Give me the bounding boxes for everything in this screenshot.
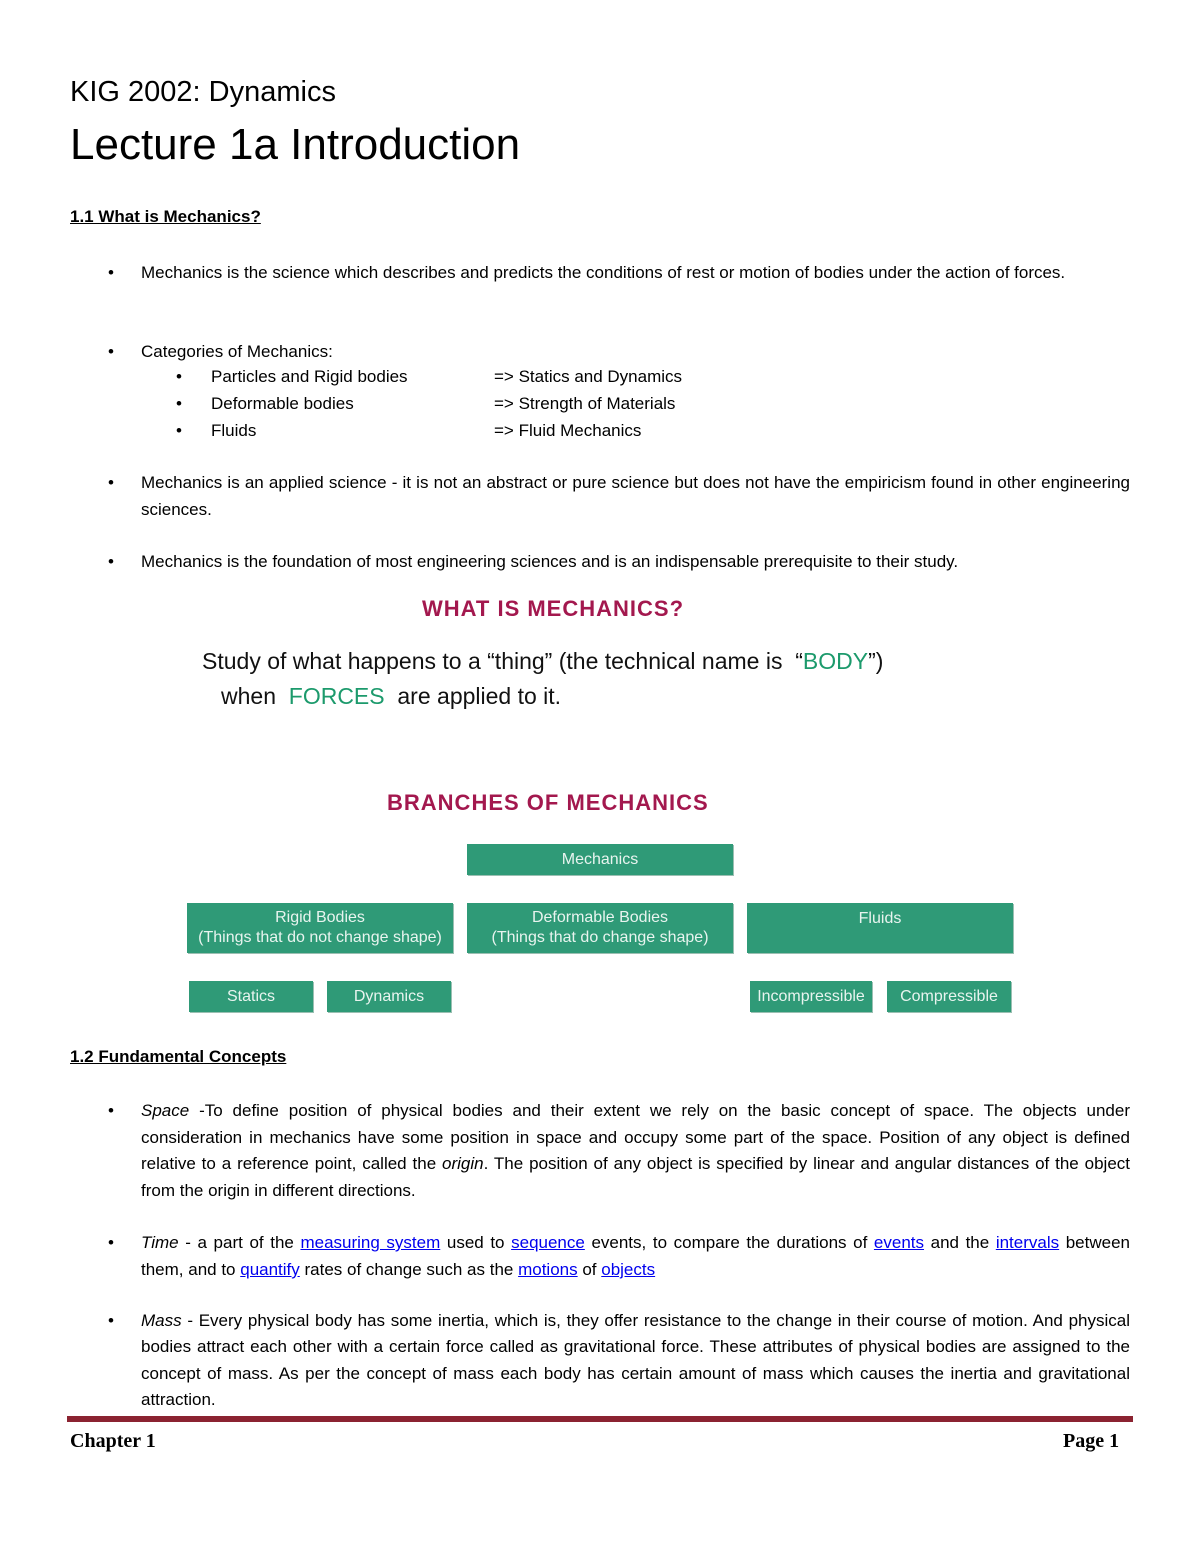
figure-text-line-1 (202, 648, 883, 675)
category-field: => Statics and Dynamics (494, 367, 683, 386)
node-label: Mechanics (561, 850, 639, 868)
bullet-icon: • (176, 367, 182, 386)
section-heading-1-2: 1.2 Fundamental Concepts (70, 1047, 287, 1066)
category-row (176, 390, 676, 417)
bullet-icon: • (176, 394, 182, 413)
category-name: Deformable bodies (211, 394, 354, 413)
bullet-categories (108, 338, 1130, 365)
node-sublabel: (Things that do change shape) (491, 929, 709, 946)
figure-text: are applied to it. (384, 683, 562, 709)
bullet-space (108, 1098, 1131, 1204)
section-heading-1-1: 1.1 What is Mechanics? (70, 207, 261, 226)
link-motions[interactable]: motions (518, 1260, 578, 1279)
node-fluids (747, 903, 1013, 953)
node-sublabel: (Things that do not change shape) (198, 929, 442, 946)
bullet-icon: • (108, 1233, 114, 1252)
link-events[interactable]: events (873, 1233, 925, 1252)
link-quantify[interactable]: quantify (240, 1260, 300, 1279)
node-statics (189, 981, 313, 1012)
space-text: . The position of any object is specified by linear and angular distances of the object from the origin in different directions. (141, 1154, 1131, 1200)
category-name: Particles and Rigid bodies (211, 367, 408, 386)
node-label: Rigid Bodies (275, 909, 365, 926)
bullet-time (108, 1229, 1130, 1283)
category-field: => Strength of Materials (494, 394, 676, 413)
node-label: Deformable Bodies (531, 909, 669, 926)
term-mass: Mass (141, 1311, 182, 1330)
footer-rule (67, 1416, 1133, 1422)
figure-title-branches: BRANCHES OF MECHANICS (387, 790, 709, 815)
time-text: - a part of the (178, 1233, 301, 1252)
node-label: Compressible (900, 987, 998, 1005)
category-row (176, 363, 683, 390)
figure-text: when (221, 683, 289, 709)
time-text: and the (924, 1233, 996, 1252)
time-text: events, to compare the durations of (584, 1233, 874, 1252)
mass-text: - Every physical body has some inertia, which is, they offer resistance to the change in their course of motion. And physical bodies attract each other with a certain force called as gravitational force. These attributes of physical bodies are assigned to the concept of mass. As per the concept of mass each body has certain amount of mass which causes the inertia and gravitational attraction. (141, 1311, 1130, 1409)
course-title: KIG 2002: Dynamics (70, 76, 336, 108)
term-time: Time (141, 1233, 179, 1252)
link-intervals[interactable]: intervals (995, 1233, 1060, 1252)
node-mechanics (467, 844, 733, 875)
time-text: between them, and to (141, 1233, 1130, 1279)
node-label: Dynamics (353, 987, 425, 1005)
bullet-mass (108, 1308, 1130, 1413)
bullet-text: Mechanics is the science which describes and predicts the conditions of rest or motion of bodies under the action of forces. (141, 263, 1066, 282)
lecture-title: Lecture 1a Introduction (70, 120, 521, 169)
node-label: Incompressible (757, 987, 865, 1005)
link-sequence[interactable]: sequence (511, 1233, 585, 1252)
bullet-foundation (108, 548, 1130, 575)
category-row (176, 417, 642, 444)
term-origin: origin (442, 1154, 484, 1173)
link-objects[interactable]: objects (601, 1260, 656, 1279)
bullet-icon: • (108, 1101, 114, 1120)
figure-text: ”) (868, 648, 884, 674)
node-deformable-bodies (467, 903, 733, 953)
bullet-icon: • (108, 263, 114, 282)
figure-text: Study of what happens to a “thing” (the technical name is “ (202, 648, 803, 674)
bullet-icon: • (108, 473, 114, 492)
node-rigid-bodies (187, 903, 453, 953)
forces-highlight: FORCES (288, 683, 385, 709)
category-name: Fluids (211, 421, 257, 440)
bullet-icon: • (108, 552, 114, 571)
node-compressible (887, 981, 1011, 1012)
link-measuring-system[interactable]: measuring system (300, 1233, 441, 1252)
footer-chapter: Chapter 1 (70, 1430, 156, 1452)
bullet-definition (108, 259, 1130, 286)
figure-title-what-is-mechanics: WHAT IS MECHANICS? (422, 596, 685, 621)
space-text: -To define position of physical bodies and their extent we rely on the basic concept of space. The objects under consideration in mechanics have some position in space and occupy some part of the space. Position of any object is defined relative to a reference point, called the (141, 1101, 1130, 1173)
category-field: => Fluid Mechanics (494, 421, 642, 440)
node-incompressible (750, 981, 872, 1012)
bullet-icon: • (176, 421, 182, 440)
time-text: of (577, 1260, 602, 1279)
bullet-text: Categories of Mechanics: (141, 342, 333, 361)
bullet-applied-science (108, 469, 1130, 523)
time-text: used to (440, 1233, 512, 1252)
time-text: rates of change such as the (299, 1260, 519, 1279)
bullet-text: Mechanics is an applied science - it is not an abstract or pure science but does not have the empiricism found in other engineering sciences. (141, 473, 1130, 519)
bullet-text: Mechanics is the foundation of most engineering sciences and is an indispensable prerequisite to their study. (141, 552, 959, 571)
bullet-icon: • (108, 342, 114, 361)
bullet-icon: • (108, 1311, 114, 1330)
figure-text-line-2 (221, 683, 561, 710)
body-highlight: BODY (802, 648, 869, 674)
node-label: Fluids (858, 910, 902, 927)
term-space: Space (141, 1101, 190, 1120)
node-label: Statics (226, 987, 275, 1005)
node-dynamics (327, 981, 451, 1012)
footer-page-number: Page 1 (1063, 1430, 1120, 1452)
